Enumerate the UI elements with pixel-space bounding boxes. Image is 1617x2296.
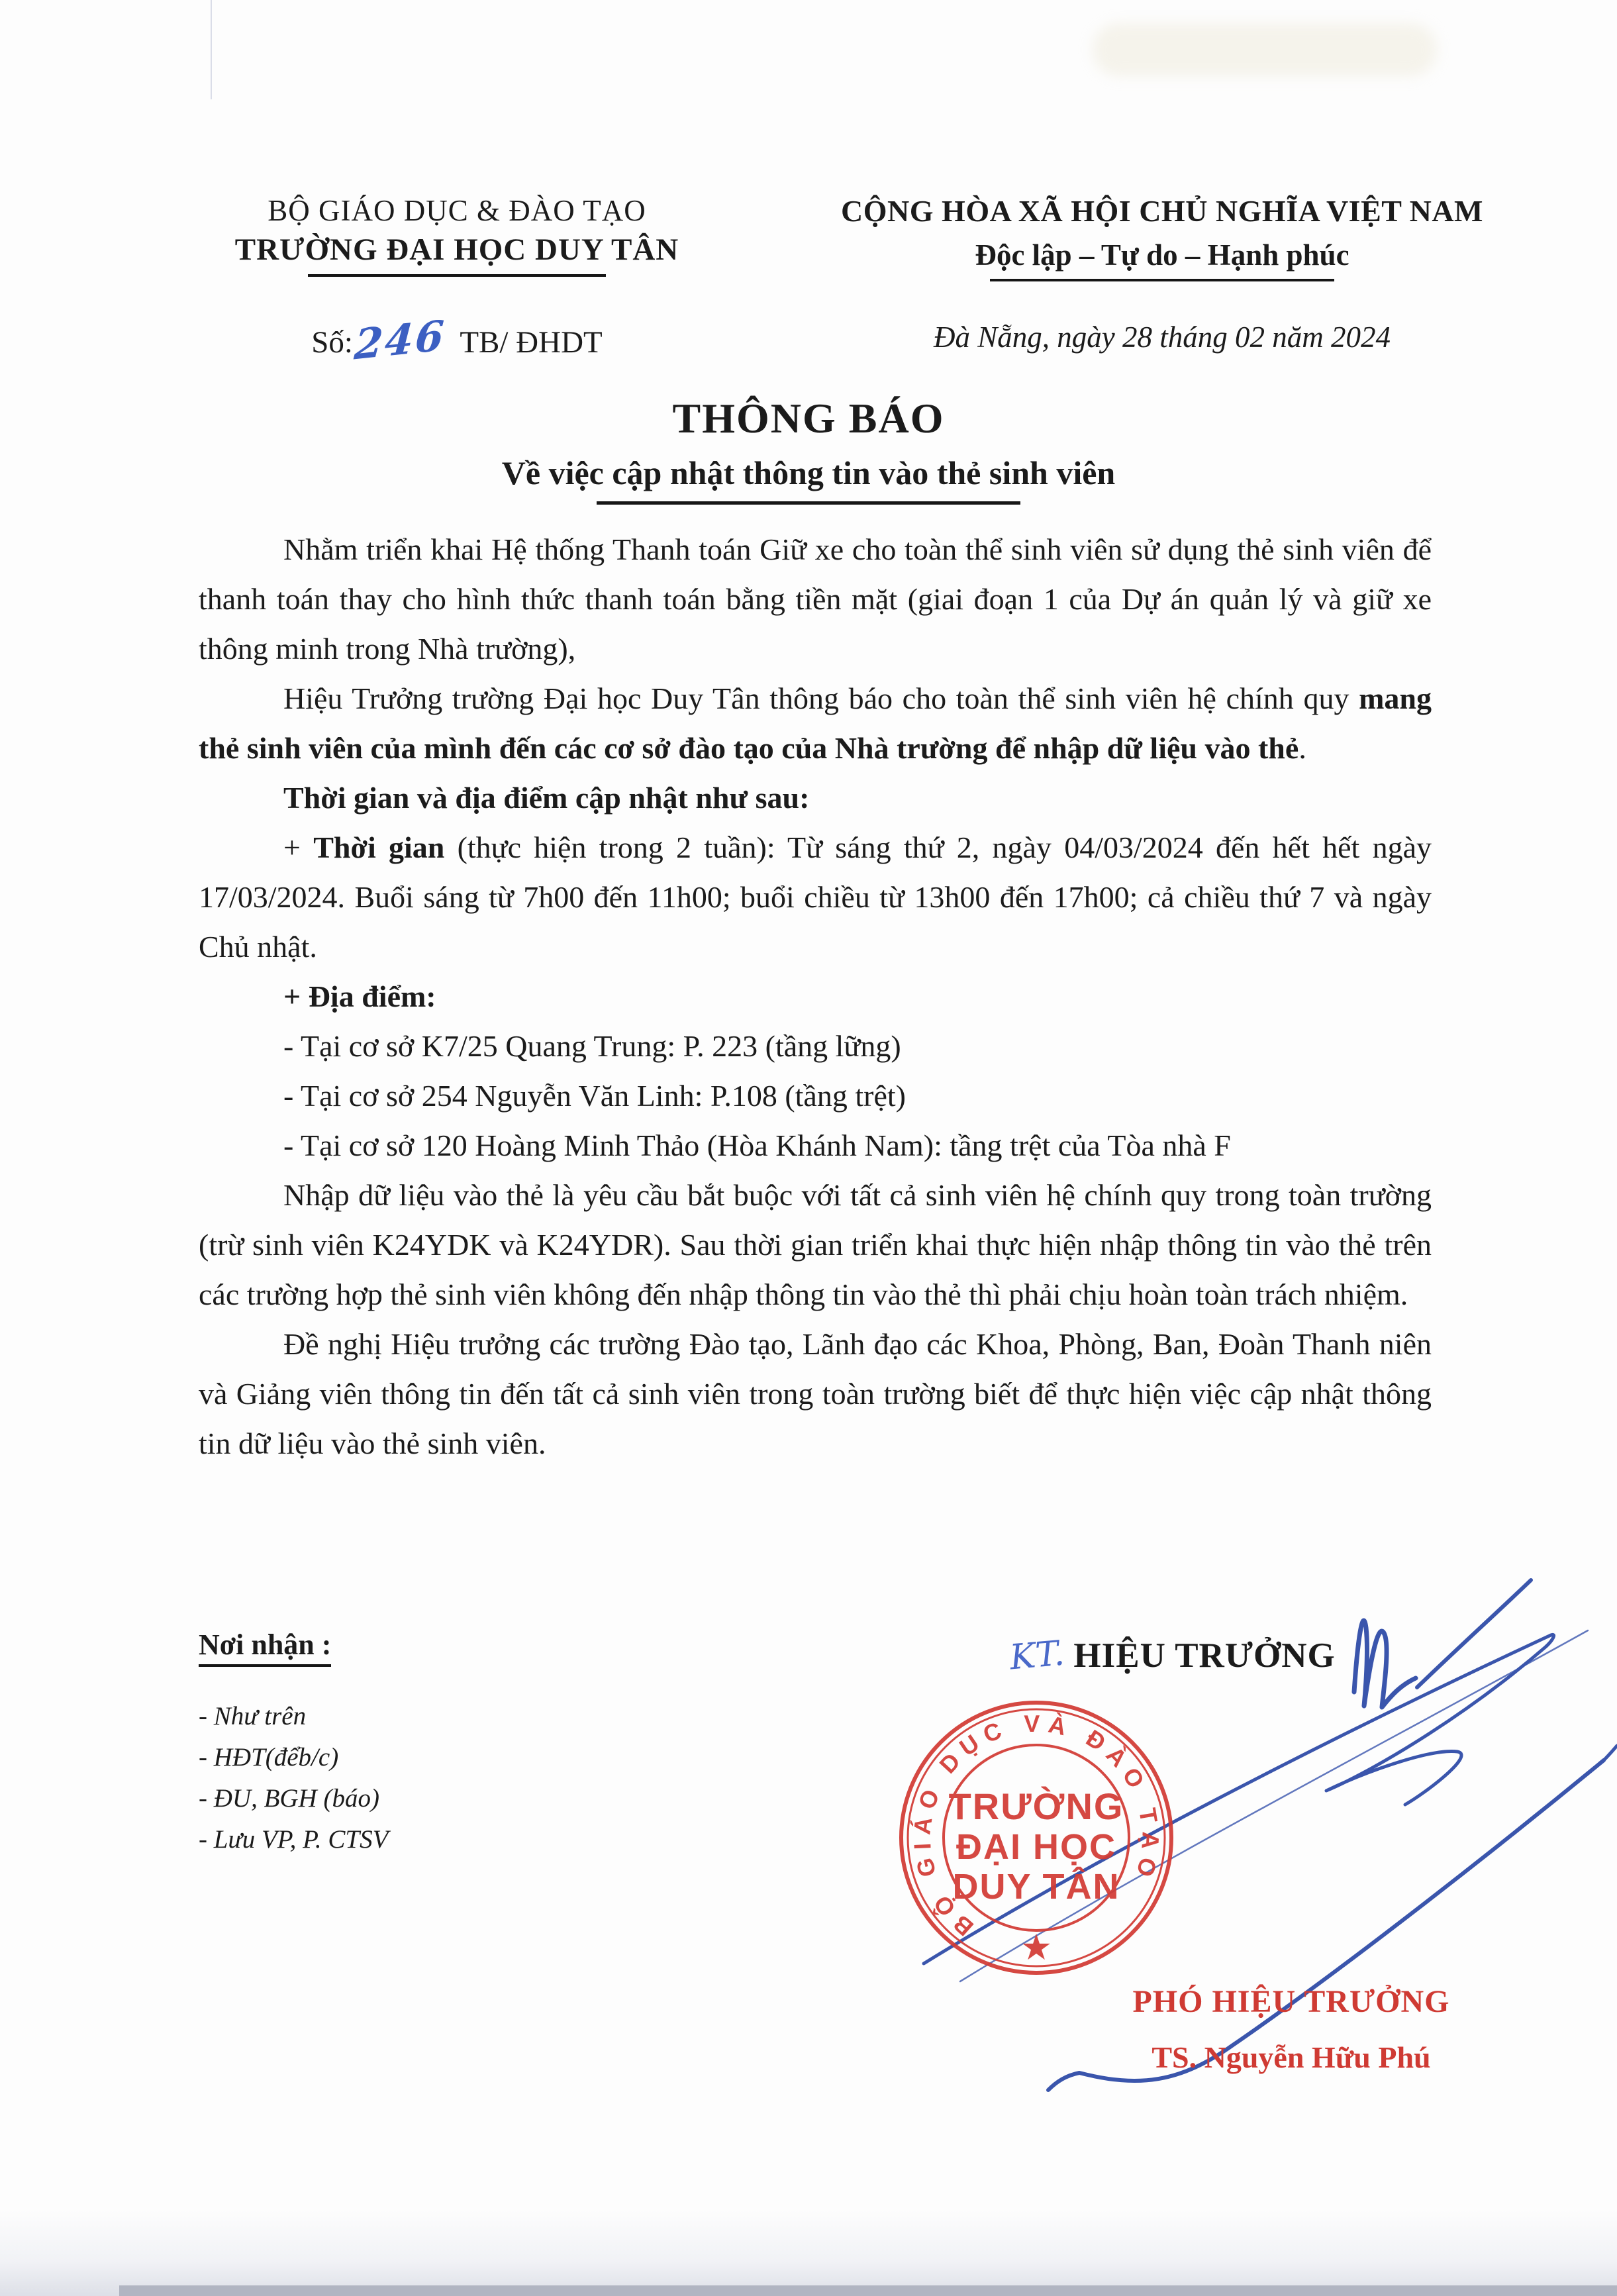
- section-heading: Thời gian và địa điểm cập nhật như sau:: [283, 781, 810, 815]
- place-date-line: Đà Nẵng, ngày 28 tháng 02 năm 2024: [934, 321, 1391, 354]
- signer-role: PHÓ HIỆU TRƯỞNG: [1132, 1984, 1450, 2019]
- paragraph-notice-normal: Hiệu Trưởng trường Đại học Duy Tân thông báo cho toàn thể sinh viên hệ chính quy: [283, 681, 1359, 715]
- scan-bottom-wash: [0, 2210, 1617, 2296]
- signer-block: [1119, 1983, 1463, 2075]
- official-red-stamp: [884, 1685, 1189, 1990]
- recipients-label: Nơi nhận :: [199, 1628, 331, 1667]
- title-block: [0, 394, 1617, 505]
- paragraph-notice-bold: mang thẻ sinh viên của mình đến các cơ sở đào tạo của Nhà trường để nhập dữ liệu vào thẻ: [199, 681, 1432, 765]
- recipient-item: - Như trên: [199, 1702, 307, 1730]
- signer-name: TS. Nguyễn Hữu Phú: [1152, 2040, 1431, 2074]
- doc-number-prefix: Số:: [311, 325, 353, 360]
- paragraph-notice-tail: .: [1298, 731, 1306, 765]
- doc-number-handwritten: 246: [352, 311, 448, 370]
- recipients-block: [199, 1628, 609, 1860]
- header-left: [199, 193, 715, 370]
- location-item: - Tại cơ sở 254 Nguyễn Văn Linh: P.108 (tầng trệt): [283, 1079, 906, 1113]
- document-subtitle: Về việc cập nhật thông tin vào thẻ sinh viên: [501, 454, 1116, 491]
- kt-handwritten: KT.: [1008, 1633, 1066, 1678]
- recipient-item: - Lưu VP, P. CTSV: [199, 1825, 389, 1854]
- recipient-item: - HĐT(đểb/c): [199, 1743, 339, 1772]
- document-title: THÔNG BÁO: [672, 395, 945, 442]
- paragraph-request: Đề nghị Hiệu trưởng các trường Đào tạo, Lãnh đạo các Khoa, Phòng, Ban, Đoàn Thanh niên và Giảng viên thông tin đến tất cả sinh viên trong toàn trường biết để thực hiện việc cập nhật thông tin dữ liệu vào thẻ sinh viên.: [199, 1327, 1432, 1460]
- recipients-list: [199, 1696, 609, 1860]
- scan-edge-line: [211, 0, 212, 99]
- national-motto-line2: Độc lập – Tự do – Hạnh phúc: [975, 238, 1349, 272]
- time-plus: +: [283, 830, 314, 864]
- recipient-item: - ĐU, BGH (báo): [199, 1784, 379, 1813]
- national-motto-line1: CỘNG HÒA XÃ HỘI CHỦ NGHĨA VIỆT NAM: [841, 194, 1483, 228]
- header-left-rule: [308, 274, 606, 277]
- paragraph-intro: Nhằm triển khai Hệ thống Thanh toán Giữ xe cho toàn thể sinh viên sử dụng thẻ sinh viên để thanh toán thay cho hình thức thanh toán bằng tiền mặt (giai đoạn 1 của Dự án quản lý và giữ xe thông minh trong Nhà trường),: [199, 532, 1432, 666]
- signing-authority-title: HIỆU TRƯỞNG: [1073, 1636, 1336, 1675]
- ministry-line: BỘ GIÁO DỤC & ĐÀO TẠO: [268, 194, 646, 227]
- title-rule: [597, 501, 1020, 505]
- location-item: - Tại cơ sở K7/25 Quang Trung: P. 223 (tầng lững): [283, 1029, 901, 1063]
- paragraph-time: [199, 823, 1432, 972]
- stamp-center-line2: ĐẠI HỌC: [956, 1827, 1116, 1867]
- location-item: - Tại cơ sở 120 Hoàng Minh Thảo (Hòa Khánh Nam): tầng trệt của Tòa nhà F: [283, 1128, 1231, 1162]
- scan-bottom-band: [119, 2285, 1617, 2296]
- time-label: Thời gian: [313, 830, 445, 864]
- document-number: [199, 311, 715, 370]
- paragraph-requirement: Nhập dữ liệu vào thẻ là yêu cầu bắt buộc với tất cả sinh viên hệ chính quy trong toàn trường (trừ sinh viên K24YDK và K24YDR). Sau thời gian triển khai thực hiện nhập thông tin vào thẻ trên các trường hợp thẻ sinh viên không đến nhập thông tin vào thẻ thì phải chịu hoàn toàn trách nhiệm.: [199, 1178, 1432, 1311]
- document-body: [199, 524, 1432, 1468]
- doc-number-suffix: TB/ ĐHDT: [460, 325, 603, 360]
- scan-smudge: [1093, 23, 1437, 76]
- header-right-rule: [990, 279, 1334, 281]
- stamp-star-icon: ★: [1022, 1930, 1051, 1966]
- stamp-center-line1: TRƯỜNG: [948, 1785, 1124, 1827]
- paragraph-notice: [199, 674, 1432, 773]
- university-line: TRƯỜNG ĐẠI HỌC DUY TÂN: [234, 232, 679, 267]
- stamp-ring-text: BỘ GIÁO DỤC VÀ ĐÀO TẠO: [908, 1709, 1165, 1942]
- header-right: [775, 193, 1549, 354]
- stamp-center-line3: DUY TÂN: [952, 1867, 1120, 1907]
- time-detail: (thực hiện trong 2 tuần): Từ sáng thứ 2, ngày 04/03/2024 đến hết hết ngày 17/03/2024. Buổi sáng từ 7h00 đến 11h00; buổi chiều từ 13h00 đến 17h00; cả chiều thứ 7 và ngày Chủ nhật.: [199, 830, 1432, 964]
- location-label: + Địa điểm:: [283, 979, 436, 1013]
